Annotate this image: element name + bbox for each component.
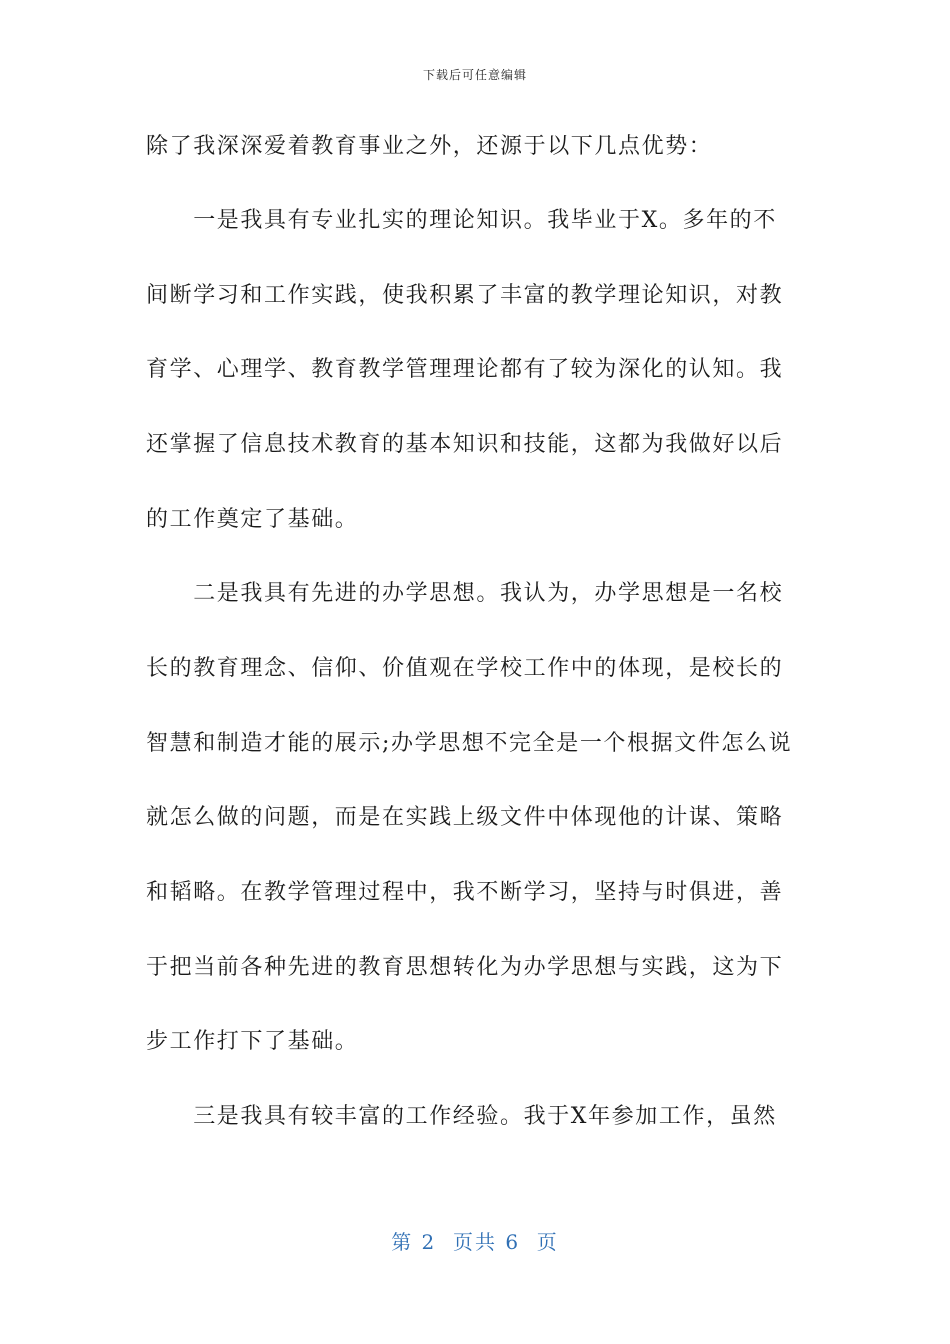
body-line: 于把当前各种先进的教育思想转化为办学思想与实践，这为下	[146, 955, 784, 980]
body-line: 步工作打下了基础。	[146, 1029, 359, 1054]
header-note: 下载后可任意编辑	[422, 68, 527, 82]
body-line: 长的教育理念、信仰、价值观在学校工作中的体现，是校长的	[146, 656, 784, 681]
page-number-text: 第 2 页共 6 页	[391, 1230, 559, 1254]
body-line: 就怎么做的问题，而是在实践上级文件中体现他的计谋、策略	[146, 805, 784, 830]
body-line: 除了我深深爱着教育事业之外，还源于以下几点优势：	[146, 134, 713, 159]
body-line: 三是我具有较丰富的工作经验。我于X年参加工作，虽然	[146, 1104, 777, 1129]
body-line: 的工作奠定了基础。	[146, 507, 359, 532]
body-line: 育学、心理学、教育教学管理理论都有了较为深化的认知。我	[146, 357, 784, 382]
body-line: 还掌握了信息技术教育的基本知识和技能，这都为我做好以后	[146, 432, 784, 457]
body-line: 二是我具有先进的办学思想。我认为，办学思想是一名校	[146, 581, 784, 606]
body-line: 一是我具有专业扎实的理论知识。我毕业于X。多年的不	[146, 208, 777, 233]
page-number-footer	[0, 1226, 950, 1255]
body-line: 间断学习和工作实践，使我积累了丰富的教学理论知识，对教	[146, 283, 784, 308]
body-line: 和韬略。在教学管理过程中，我不断学习，坚持与时俱进，善	[146, 880, 784, 905]
body-line: 智慧和制造才能的展示;办学思想不完全是一个根据文件怎么说	[146, 731, 793, 756]
